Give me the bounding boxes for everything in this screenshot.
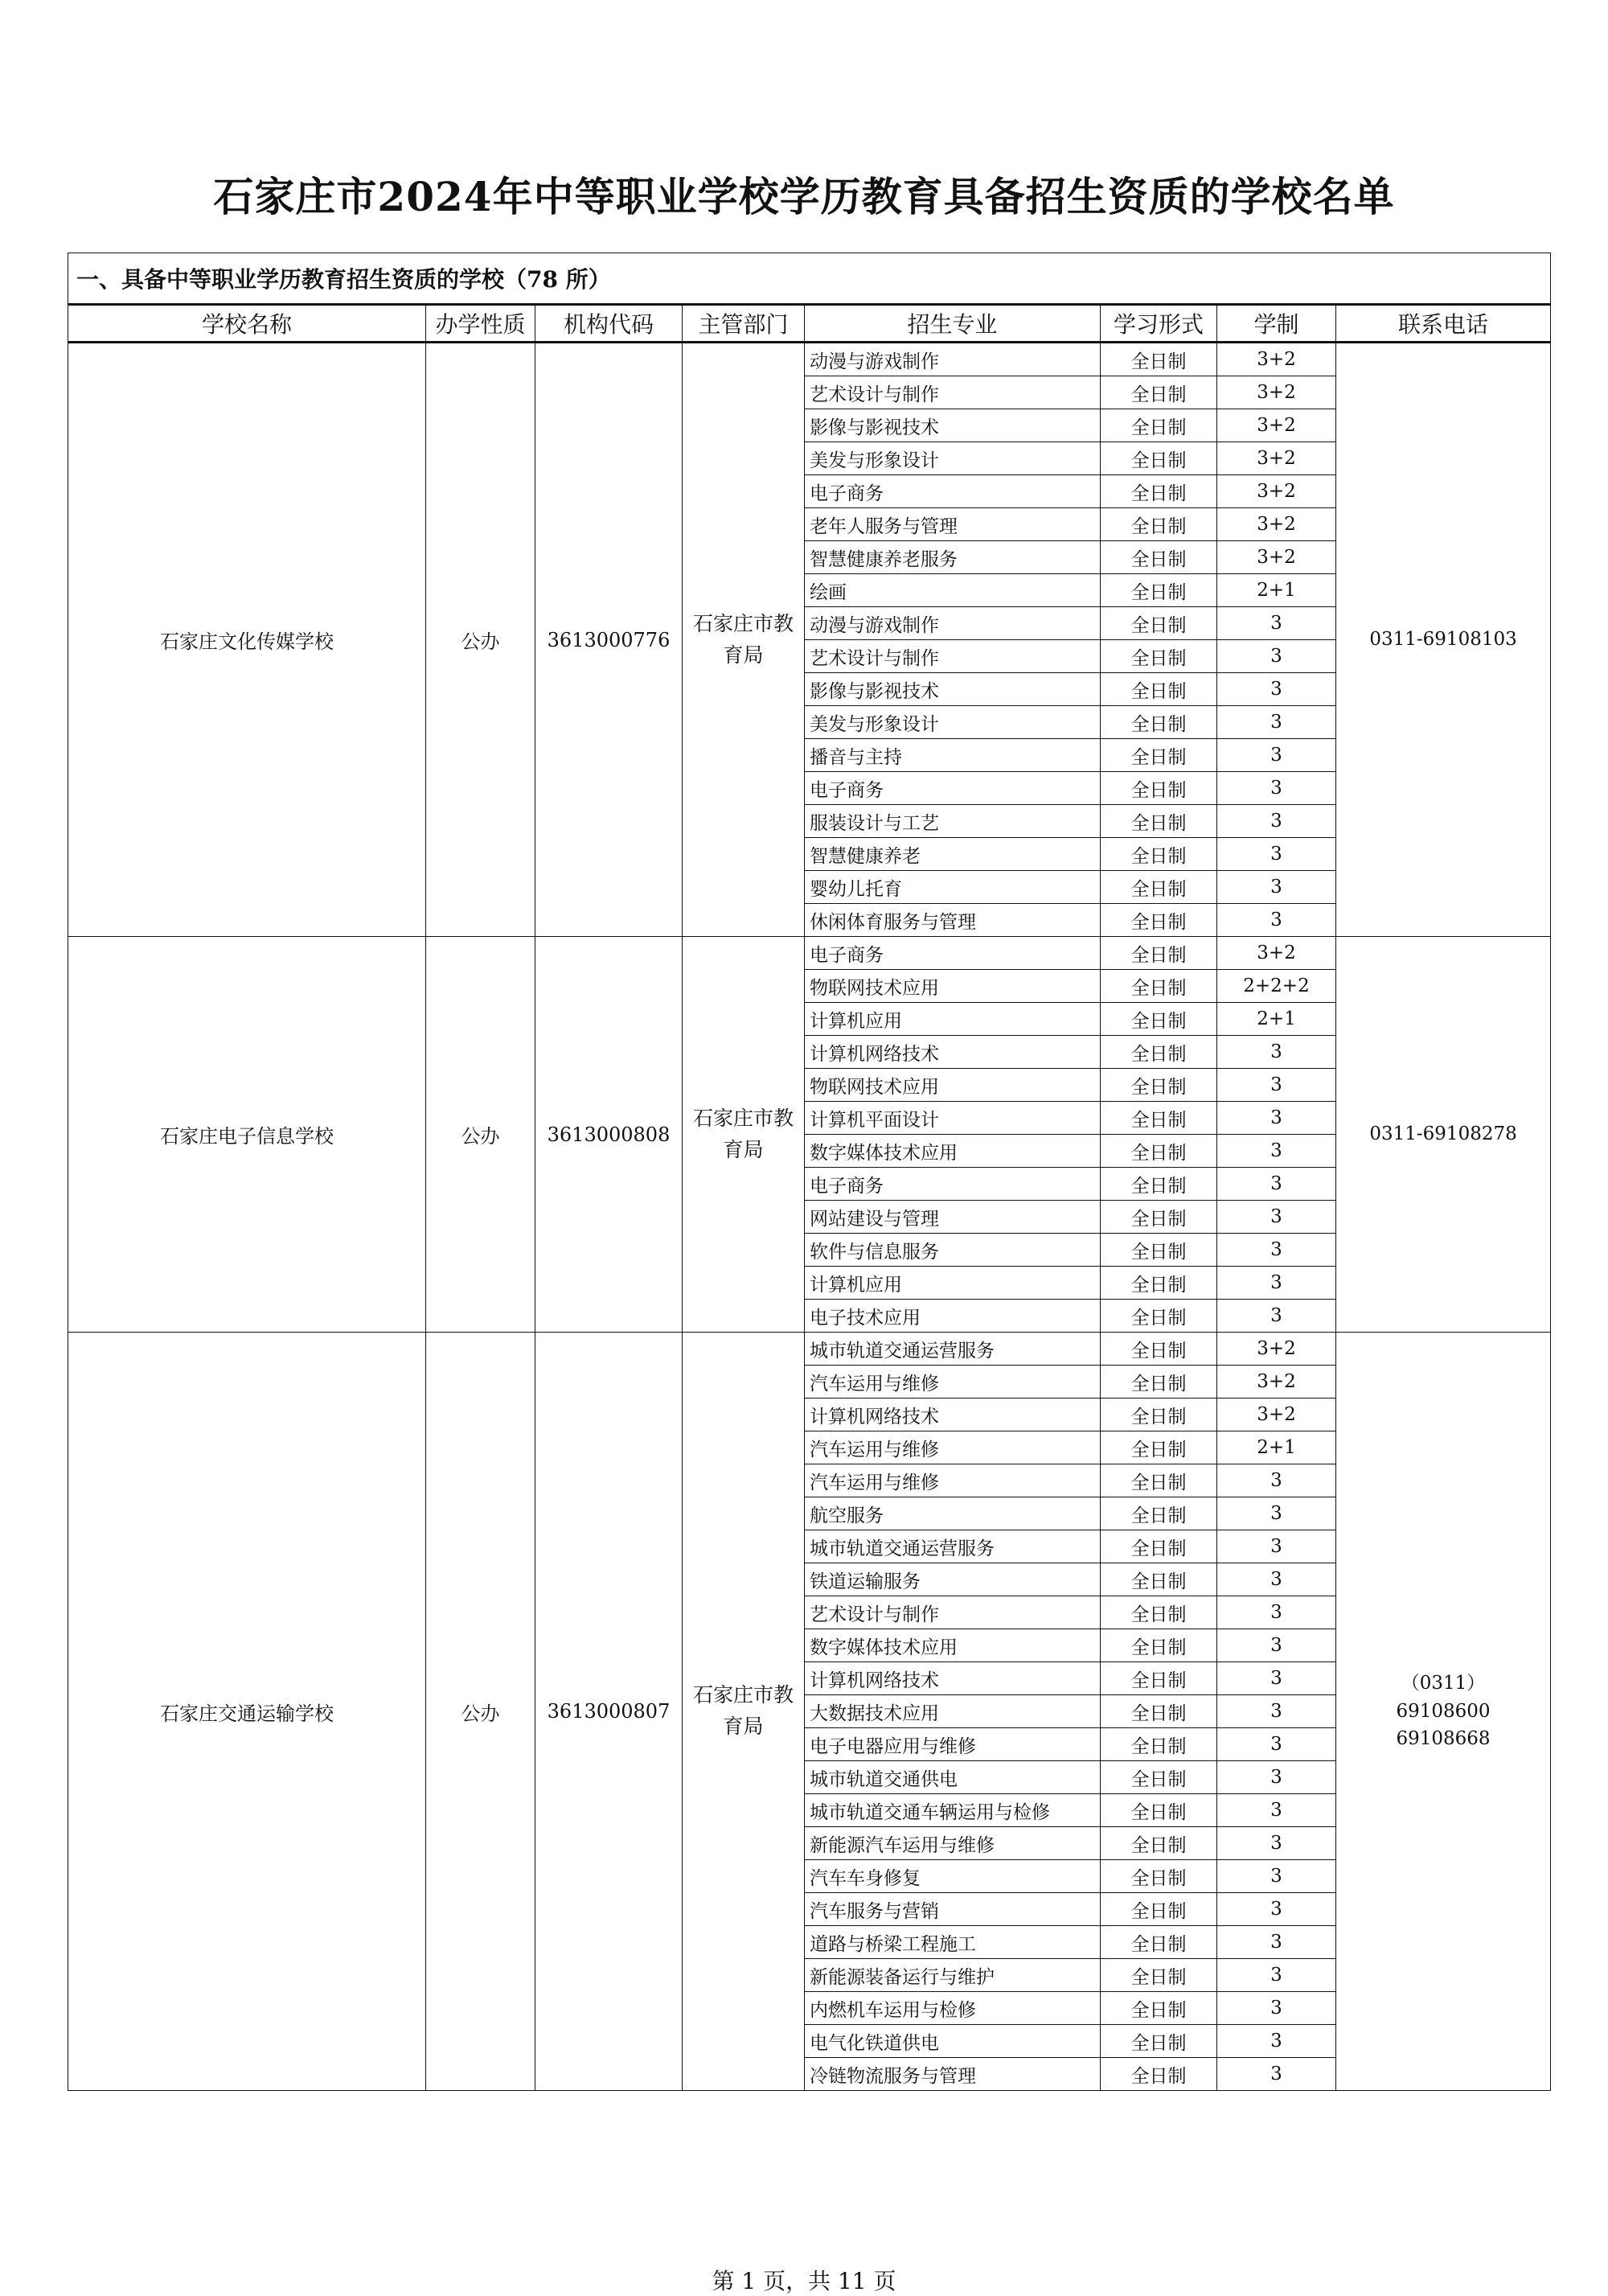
study-form-cell: 全日制 <box>1101 1003 1217 1036</box>
study-form-cell: 全日制 <box>1101 1036 1217 1069</box>
major-name-cell: 汽车服务与营销 <box>805 1893 1101 1926</box>
duration-cell: 3 <box>1217 838 1336 871</box>
major-name-cell: 服装设计与工艺 <box>805 805 1101 838</box>
major-name-cell: 汽车运用与维修 <box>805 1366 1101 1399</box>
duration-cell: 3 <box>1217 1662 1336 1695</box>
duration-cell: 3 <box>1217 1036 1336 1069</box>
study-form-cell: 全日制 <box>1101 1959 1217 1992</box>
major-name-cell: 内燃机车运用与检修 <box>805 1992 1101 2025</box>
study-form-cell: 全日制 <box>1101 1431 1217 1464</box>
major-name-cell: 计算机应用 <box>805 1003 1101 1036</box>
header-nature: 办学性质 <box>426 305 535 343</box>
major-name-cell: 电子电器应用与维修 <box>805 1728 1101 1761</box>
header-major: 招生专业 <box>805 305 1101 343</box>
school-phone-cell <box>1336 1333 1551 2091</box>
school-name-cell: 石家庄交通运输学校 <box>68 1333 426 2091</box>
duration-cell: 3 <box>1217 2025 1336 2058</box>
study-form-cell: 全日制 <box>1101 475 1217 508</box>
phone-line: 0311-69108278 <box>1369 1123 1517 1145</box>
duration-cell: 3 <box>1217 1959 1336 1992</box>
study-form-cell: 全日制 <box>1101 409 1217 442</box>
duration-cell: 3+2 <box>1217 343 1336 376</box>
header-study-form: 学习形式 <box>1101 305 1217 343</box>
duration-cell: 3 <box>1217 1596 1336 1629</box>
school-nature-cell: 公办 <box>426 343 535 937</box>
study-form-cell: 全日制 <box>1101 1563 1217 1596</box>
page-title: 石家庄市2024年中等职业学校学历教育具备招生资质的学校名单 <box>213 173 1395 220</box>
study-form-cell: 全日制 <box>1101 2025 1217 2058</box>
major-name-cell: 汽车运用与维修 <box>805 1464 1101 1497</box>
duration-cell: 3 <box>1217 1201 1336 1234</box>
major-name-cell: 城市轨道交通车辆运用与检修 <box>805 1794 1101 1827</box>
duration-cell: 3 <box>1217 1168 1336 1201</box>
major-name-cell: 计算机网络技术 <box>805 1399 1101 1431</box>
major-name-cell: 汽车车身修复 <box>805 1860 1101 1893</box>
table-row <box>68 343 1551 376</box>
duration-cell: 3+2 <box>1217 1333 1336 1366</box>
study-form-cell: 全日制 <box>1101 1596 1217 1629</box>
section-heading: 一、具备中等职业学历教育招生资质的学校（78 所） <box>68 253 1551 305</box>
duration-cell: 3 <box>1217 607 1336 640</box>
major-name-cell: 铁道运输服务 <box>805 1563 1101 1596</box>
page-footer: 第 1 页，共 11 页 <box>712 2268 896 2294</box>
study-form-cell: 全日制 <box>1101 1629 1217 1662</box>
study-form-cell: 全日制 <box>1101 1695 1217 1728</box>
header-phone: 联系电话 <box>1336 305 1551 343</box>
phone-line: （0311） <box>1401 1673 1486 1694</box>
study-form-cell: 全日制 <box>1101 739 1217 772</box>
study-form-cell: 全日制 <box>1101 970 1217 1003</box>
school-department-cell: 石家庄市教育局 <box>683 343 805 937</box>
major-name-cell: 数字媒体技术应用 <box>805 1629 1101 1662</box>
duration-cell: 3+2 <box>1217 409 1336 442</box>
major-name-cell: 影像与影视技术 <box>805 673 1101 706</box>
major-name-cell: 艺术设计与制作 <box>805 640 1101 673</box>
study-form-cell: 全日制 <box>1101 904 1217 937</box>
study-form-cell: 全日制 <box>1101 1399 1217 1431</box>
duration-cell: 3+2 <box>1217 475 1336 508</box>
study-form-cell: 全日制 <box>1101 673 1217 706</box>
major-name-cell: 电子商务 <box>805 937 1101 970</box>
duration-cell: 3 <box>1217 1069 1336 1102</box>
header-org-code: 机构代码 <box>535 305 683 343</box>
study-form-cell: 全日制 <box>1101 1728 1217 1761</box>
school-nature-cell: 公办 <box>426 1333 535 2091</box>
major-name-cell: 美发与形象设计 <box>805 442 1101 475</box>
phone-line: 69108600 <box>1396 1700 1491 1722</box>
study-form-cell: 全日制 <box>1101 1992 1217 2025</box>
major-name-cell: 城市轨道交通运营服务 <box>805 1530 1101 1563</box>
duration-cell: 3 <box>1217 1794 1336 1827</box>
study-form-cell: 全日制 <box>1101 2058 1217 2091</box>
duration-cell: 3 <box>1217 1893 1336 1926</box>
duration-cell: 3 <box>1217 1728 1336 1761</box>
duration-cell: 3 <box>1217 1135 1336 1168</box>
major-name-cell: 计算机网络技术 <box>805 1036 1101 1069</box>
school-code-cell: 3613000776 <box>535 343 683 937</box>
major-name-cell: 艺术设计与制作 <box>805 1596 1101 1629</box>
study-form-cell: 全日制 <box>1101 541 1217 574</box>
study-form-cell: 全日制 <box>1101 1497 1217 1530</box>
duration-cell: 3 <box>1217 739 1336 772</box>
study-form-cell: 全日制 <box>1101 1300 1217 1333</box>
table-header-row <box>68 305 1551 343</box>
study-form-cell: 全日制 <box>1101 508 1217 541</box>
duration-cell: 2+1 <box>1217 1003 1336 1036</box>
duration-cell: 3 <box>1217 1563 1336 1596</box>
study-form-cell: 全日制 <box>1101 772 1217 805</box>
duration-cell: 3 <box>1217 772 1336 805</box>
major-name-cell: 新能源汽车运用与维修 <box>805 1827 1101 1860</box>
duration-cell: 3 <box>1217 1300 1336 1333</box>
study-form-cell: 全日制 <box>1101 1860 1217 1893</box>
study-form-cell: 全日制 <box>1101 1794 1217 1827</box>
major-name-cell: 艺术设计与制作 <box>805 376 1101 409</box>
study-form-cell: 全日制 <box>1101 1102 1217 1135</box>
major-name-cell: 航空服务 <box>805 1497 1101 1530</box>
major-name-cell: 新能源装备运行与维护 <box>805 1959 1101 1992</box>
duration-cell: 3 <box>1217 1629 1336 1662</box>
duration-cell: 3 <box>1217 673 1336 706</box>
major-name-cell: 婴幼儿托育 <box>805 871 1101 904</box>
school-roster-table <box>68 253 1551 2091</box>
major-name-cell: 数字媒体技术应用 <box>805 1135 1101 1168</box>
study-form-cell: 全日制 <box>1101 1893 1217 1926</box>
duration-cell: 3 <box>1217 1234 1336 1267</box>
duration-cell: 3 <box>1217 2058 1336 2091</box>
major-name-cell: 影像与影视技术 <box>805 409 1101 442</box>
duration-cell: 3+2 <box>1217 376 1336 409</box>
header-school-name: 学校名称 <box>68 305 426 343</box>
duration-cell: 2+1 <box>1217 574 1336 607</box>
duration-cell: 3+2 <box>1217 508 1336 541</box>
study-form-cell: 全日制 <box>1101 706 1217 739</box>
duration-cell: 3 <box>1217 1926 1336 1959</box>
study-form-cell: 全日制 <box>1101 1201 1217 1234</box>
major-name-cell: 计算机平面设计 <box>805 1102 1101 1135</box>
major-name-cell: 网站建设与管理 <box>805 1201 1101 1234</box>
major-name-cell: 智慧健康养老服务 <box>805 541 1101 574</box>
school-department-cell: 石家庄市教育局 <box>683 1333 805 2091</box>
duration-cell: 3+2 <box>1217 1399 1336 1431</box>
duration-cell: 3 <box>1217 1761 1336 1794</box>
study-form-cell: 全日制 <box>1101 640 1217 673</box>
duration-cell: 3+2 <box>1217 541 1336 574</box>
study-form-cell: 全日制 <box>1101 805 1217 838</box>
duration-cell: 3 <box>1217 904 1336 937</box>
major-name-cell: 计算机应用 <box>805 1267 1101 1300</box>
major-name-cell: 道路与桥梁工程施工 <box>805 1926 1101 1959</box>
study-form-cell: 全日制 <box>1101 607 1217 640</box>
major-name-cell: 电气化铁道供电 <box>805 2025 1101 2058</box>
duration-cell: 3 <box>1217 1497 1336 1530</box>
major-name-cell: 智慧健康养老 <box>805 838 1101 871</box>
duration-cell: 3 <box>1217 640 1336 673</box>
major-name-cell: 美发与形象设计 <box>805 706 1101 739</box>
major-name-cell: 电子商务 <box>805 475 1101 508</box>
phone-line: 69108668 <box>1396 1728 1491 1750</box>
study-form-cell: 全日制 <box>1101 1926 1217 1959</box>
study-form-cell: 全日制 <box>1101 838 1217 871</box>
duration-cell: 3 <box>1217 706 1336 739</box>
duration-cell: 2+1 <box>1217 1431 1336 1464</box>
school-phone-cell <box>1336 343 1551 937</box>
phone-line: 0311-69108103 <box>1369 629 1517 651</box>
duration-cell: 3+2 <box>1217 937 1336 970</box>
duration-cell: 3+2 <box>1217 442 1336 475</box>
major-name-cell: 物联网技术应用 <box>805 970 1101 1003</box>
duration-cell: 3 <box>1217 871 1336 904</box>
study-form-cell: 全日制 <box>1101 1333 1217 1366</box>
study-form-cell: 全日制 <box>1101 1464 1217 1497</box>
school-name-cell: 石家庄电子信息学校 <box>68 937 426 1333</box>
major-name-cell: 电子商务 <box>805 1168 1101 1201</box>
school-department-cell: 石家庄市教育局 <box>683 937 805 1333</box>
header-department: 主管部门 <box>683 305 805 343</box>
school-phone-cell <box>1336 937 1551 1333</box>
study-form-cell: 全日制 <box>1101 376 1217 409</box>
study-form-cell: 全日制 <box>1101 1135 1217 1168</box>
major-name-cell: 冷链物流服务与管理 <box>805 2058 1101 2091</box>
duration-cell: 3 <box>1217 1992 1336 2025</box>
study-form-cell: 全日制 <box>1101 937 1217 970</box>
section-heading-row <box>68 253 1551 305</box>
major-name-cell: 绘画 <box>805 574 1101 607</box>
major-name-cell: 城市轨道交通供电 <box>805 1761 1101 1794</box>
major-name-cell: 物联网技术应用 <box>805 1069 1101 1102</box>
major-name-cell: 动漫与游戏制作 <box>805 343 1101 376</box>
major-name-cell: 计算机网络技术 <box>805 1662 1101 1695</box>
study-form-cell: 全日制 <box>1101 1168 1217 1201</box>
table-row <box>68 1333 1551 1366</box>
major-name-cell: 电子技术应用 <box>805 1300 1101 1333</box>
major-name-cell: 大数据技术应用 <box>805 1695 1101 1728</box>
duration-cell: 3 <box>1217 1464 1336 1497</box>
major-name-cell: 老年人服务与管理 <box>805 508 1101 541</box>
study-form-cell: 全日制 <box>1101 871 1217 904</box>
study-form-cell: 全日制 <box>1101 1662 1217 1695</box>
study-form-cell: 全日制 <box>1101 1366 1217 1399</box>
major-name-cell: 播音与主持 <box>805 739 1101 772</box>
school-code-cell: 3613000808 <box>535 937 683 1333</box>
study-form-cell: 全日制 <box>1101 1069 1217 1102</box>
major-name-cell: 汽车运用与维修 <box>805 1431 1101 1464</box>
study-form-cell: 全日制 <box>1101 1827 1217 1860</box>
table-row <box>68 937 1551 970</box>
duration-cell: 3 <box>1217 1827 1336 1860</box>
major-name-cell: 动漫与游戏制作 <box>805 607 1101 640</box>
duration-cell: 3 <box>1217 1695 1336 1728</box>
school-name-cell: 石家庄文化传媒学校 <box>68 343 426 937</box>
duration-cell: 3 <box>1217 805 1336 838</box>
header-duration: 学制 <box>1217 305 1336 343</box>
study-form-cell: 全日制 <box>1101 1530 1217 1563</box>
study-form-cell: 全日制 <box>1101 442 1217 475</box>
study-form-cell: 全日制 <box>1101 574 1217 607</box>
study-form-cell: 全日制 <box>1101 343 1217 376</box>
major-name-cell: 城市轨道交通运营服务 <box>805 1333 1101 1366</box>
study-form-cell: 全日制 <box>1101 1234 1217 1267</box>
major-name-cell: 软件与信息服务 <box>805 1234 1101 1267</box>
duration-cell: 3+2 <box>1217 1366 1336 1399</box>
duration-cell: 3 <box>1217 1860 1336 1893</box>
major-name-cell: 电子商务 <box>805 772 1101 805</box>
major-name-cell: 休闲体育服务与管理 <box>805 904 1101 937</box>
study-form-cell: 全日制 <box>1101 1761 1217 1794</box>
duration-cell: 3 <box>1217 1267 1336 1300</box>
school-nature-cell: 公办 <box>426 937 535 1333</box>
duration-cell: 2+2+2 <box>1217 970 1336 1003</box>
duration-cell: 3 <box>1217 1102 1336 1135</box>
duration-cell: 3 <box>1217 1530 1336 1563</box>
school-code-cell: 3613000807 <box>535 1333 683 2091</box>
study-form-cell: 全日制 <box>1101 1267 1217 1300</box>
